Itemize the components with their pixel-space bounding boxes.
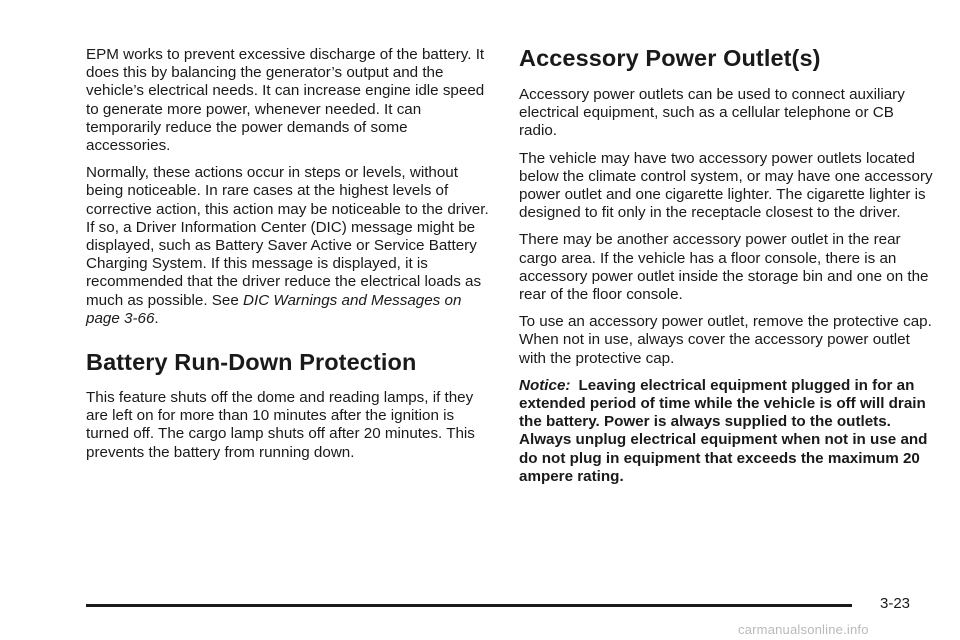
footer-rule [86, 604, 852, 607]
epm-dic-paragraph [86, 164, 496, 328]
battery-rundown-paragraph: This feature shuts off the dome and reading lamps, if they are left on for more than 10 minutes after the ignition is turned off. The cargo lamp shuts off after 20 minutes. This prevents the battery from running down. [86, 389, 475, 461]
page-number: 3-23 [880, 595, 911, 612]
right-column [519, 44, 934, 495]
epm-dic-text: Normally, these actions occur in steps or levels, without being noticeable. In rare cases at the highest levels of corrective action, this action may be noticeable to the driver. If so, a Driver Information Center (DIC) message might be displayed, such as Battery Saver Active or Service Battery Charging System. If this message is displayed, it is recommended that the driver reduce the electrical loads as much as possible. See [86, 164, 489, 309]
notice-text: Leaving electrical equipment plugged in for an extended period of time while the vehicle is off will drain the battery. Power is always supplied to the outlets. Always unplug electrical equipment when not in use and do not plug in equipment that exceeds the maximum 20 ampere rating. [519, 376, 928, 485]
left-column [86, 46, 496, 471]
notice-paragraph [519, 377, 934, 486]
dic-cross-reference: DIC Warnings and Messages on page 3-66 [86, 291, 462, 327]
protective-cap-paragraph: To use an accessory power outlet, remove the protective cap. When not in use, always cover the accessory power outlet with the protective cap. [519, 313, 932, 367]
accessory-outlet-heading: Accessory Power Outlet(s) [519, 45, 821, 71]
outlet-location-paragraph: The vehicle may have two accessory power outlets located below the climate control system, or may have one accessory power outlet and one cigarette lighter. The cigarette lighter is designed to fit only in the receptacle closest to the driver. [519, 149, 933, 222]
battery-rundown-heading: Battery Run-Down Protection [86, 349, 417, 376]
epm-paragraph: EPM works to prevent excessive discharge of the battery. It does this by balancing the generator’s output and the vehicle’s electrical needs. It can increase engine idle speed to generate more power, whenever needed. It can temporarily reduce the power demands of some accessories. [86, 46, 485, 155]
epm-dic-period: . [154, 309, 159, 327]
cargo-outlet-paragraph: There may be another accessory power outlet in the rear cargo area. If the vehicle has a floor console, there is an accessory power outlet inside the storage bin and one on the rear of the floor console. [519, 231, 929, 304]
notice-label: Notice: [519, 376, 571, 394]
watermark: carmanualsonline.info [738, 622, 869, 637]
outlet-intro-paragraph: Accessory power outlets can be used to connect auxiliary electrical equipment, such as a cellular telephone or CB radio. [519, 86, 905, 140]
